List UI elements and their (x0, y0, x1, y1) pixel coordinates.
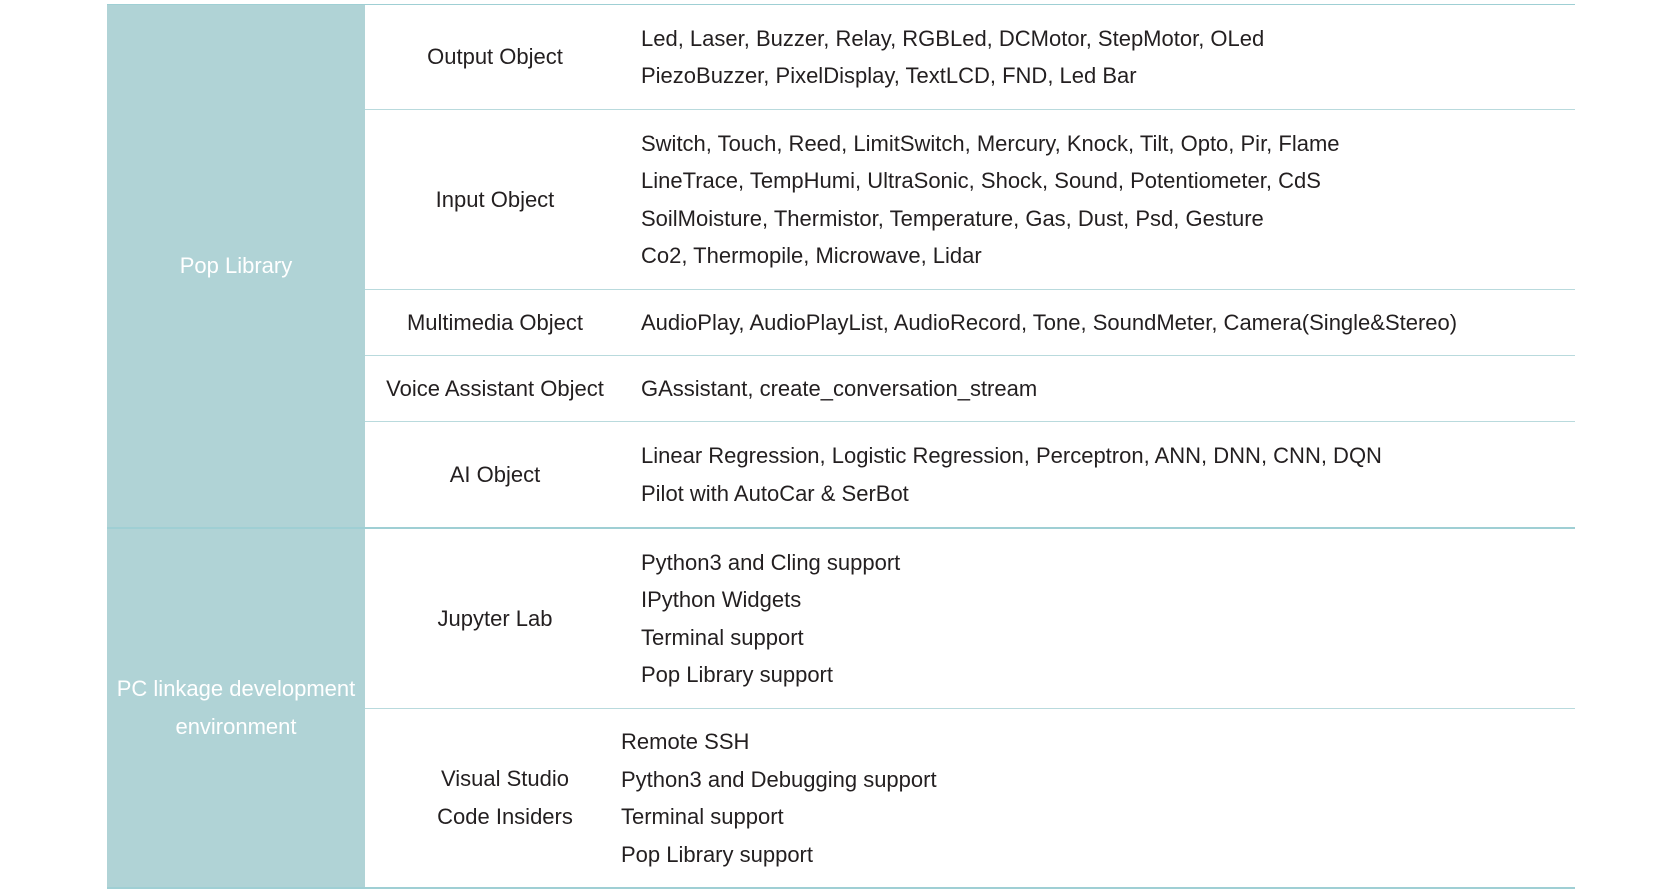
group-label: PC linkage development environment (107, 529, 365, 887)
row-label: Visual Studio Code Insiders (437, 766, 573, 829)
group-rows (365, 5, 1575, 527)
content-line: Led, Laser, Buzzer, Relay, RGBLed, DCMotor, StepMotor, OLed (641, 25, 1265, 51)
group-pop-library (107, 5, 1575, 529)
group-rows (365, 529, 1575, 887)
group-pc-linkage (107, 529, 1575, 889)
spec-table (107, 0, 1575, 889)
row-label: Voice Assistant Object (386, 375, 604, 401)
row-content (625, 544, 1575, 694)
content-line: Linear Regression, Logistic Regression, Perceptron, ANN, DNN, CNN, DQN (641, 443, 1382, 468)
content-line: SoilMoisture, Thermistor, Temperature, Gas, Dust, Psd, Gesture (641, 205, 1264, 231)
row-label: Input Object (435, 186, 555, 212)
table-row (365, 355, 1575, 421)
table-row (365, 421, 1575, 527)
content-line: Pilot with AutoCar & SerBot (641, 480, 909, 506)
row-content (625, 304, 1575, 342)
row-label: AI Object (449, 461, 541, 487)
content-line: Remote SSH (621, 729, 750, 754)
table-row (365, 109, 1575, 289)
row-label: Output Object (427, 44, 563, 69)
row-content (625, 125, 1575, 275)
table-row (365, 289, 1575, 355)
row-content (625, 20, 1575, 95)
row-content (625, 437, 1575, 512)
content-line: LineTrace, TempHumi, UltraSonic, Shock, Sound, Potentiometer, CdS (641, 168, 1321, 193)
content-line: Terminal support (621, 804, 784, 829)
content-line: Switch, Touch, Reed, LimitSwitch, Mercury, Knock, Tilt, Opto, Pir, Flame (641, 130, 1340, 156)
content-line: GAssistant, create_conversation_stream (641, 375, 1038, 401)
content-line: Pop Library support (621, 841, 813, 867)
content-line: Python3 and Cling support (641, 549, 901, 575)
content-line: Pop Library support (641, 662, 833, 687)
group-label: Pop Library (107, 5, 365, 527)
table-row (365, 529, 1575, 708)
content-line: Python3 and Debugging support (621, 766, 937, 792)
content-line: Terminal support (641, 624, 804, 650)
content-line: IPython Widgets (641, 587, 802, 612)
table-row (365, 708, 1575, 887)
content-line: AudioPlay, AudioPlayList, AudioRecord, Tone, SoundMeter, Camera(Single&Stereo) (641, 309, 1458, 335)
row-label: Multimedia Object (406, 309, 584, 335)
row-content (625, 370, 1575, 408)
row-label: Jupyter Lab (437, 605, 553, 631)
row-content (605, 723, 1575, 873)
content-line: PiezoBuzzer, PixelDisplay, TextLCD, FND, Led Bar (641, 63, 1137, 88)
content-line: Co2, Thermopile, Microwave, Lidar (641, 243, 982, 268)
table-row (365, 5, 1575, 109)
